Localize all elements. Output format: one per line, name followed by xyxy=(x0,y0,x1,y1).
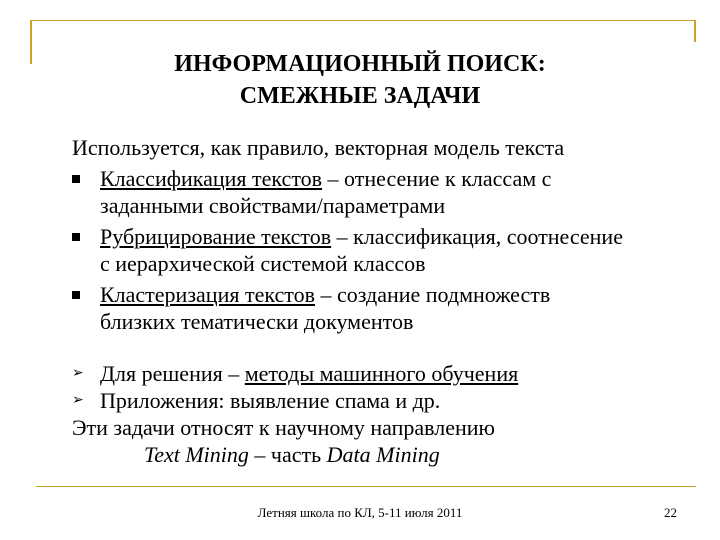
bullet-rubrication xyxy=(72,223,702,277)
title-line-2: СМЕЖНЫЕ ЗАДАЧИ xyxy=(239,83,481,109)
bullet-text: – создание подмножеств xyxy=(314,282,551,307)
bullet-term: Рубрицирование текстов xyxy=(100,224,332,249)
arrow-text: Для решения – xyxy=(100,361,245,386)
arrow-item-applications xyxy=(72,387,702,414)
square-bullet-icon xyxy=(72,233,80,241)
bullet-term: Классификация текстов xyxy=(100,166,323,191)
bullet-clustering xyxy=(72,281,702,335)
bullet-text-cont: заданными свойствами/параметрами xyxy=(100,193,446,218)
conclusion-text: Эти задачи относят к научному направлению xyxy=(72,415,495,440)
conclusion-subline xyxy=(72,441,702,468)
slide-body xyxy=(72,134,702,468)
bullet-text-cont: с иерархической системой классов xyxy=(100,251,426,276)
arrow-bullet-icon: ➢ xyxy=(72,366,84,381)
page-number: 22 xyxy=(664,505,677,520)
arrow-term: методы машинного обучения xyxy=(244,361,519,386)
arrow-text: Приложения: выявление спама и др. xyxy=(100,388,441,413)
title-line-1: ИНФОРМАЦИОННЫЙ ПОИСК: xyxy=(174,51,546,77)
data-mining-term: Data Mining xyxy=(326,442,440,467)
bullet-text: – отнесение к классам с xyxy=(322,166,552,191)
text-mining-term: Text Mining xyxy=(144,442,249,467)
square-bullet-icon xyxy=(72,175,80,183)
footer-text: Летняя школа по КЛ, 5-11 июля 2011 xyxy=(257,505,463,520)
arrow-bullet-icon: ➢ xyxy=(72,393,84,408)
bullet-text: – классификация, соотнесение xyxy=(331,224,623,249)
bullet-text-cont: близких тематически документов xyxy=(100,309,414,334)
decorative-top-rule xyxy=(30,20,694,21)
square-bullet-icon xyxy=(72,291,80,299)
bullet-term: Кластеризация текстов xyxy=(100,282,315,307)
decorative-right-rule xyxy=(694,20,696,42)
footer-rule xyxy=(36,486,696,487)
bullet-classification xyxy=(72,165,702,219)
conclusion-mid: – часть xyxy=(248,442,327,467)
arrow-item-methods xyxy=(72,360,702,387)
slide-title xyxy=(0,48,720,112)
intro-text: Используется, как правило, векторная модель текста xyxy=(72,135,565,160)
